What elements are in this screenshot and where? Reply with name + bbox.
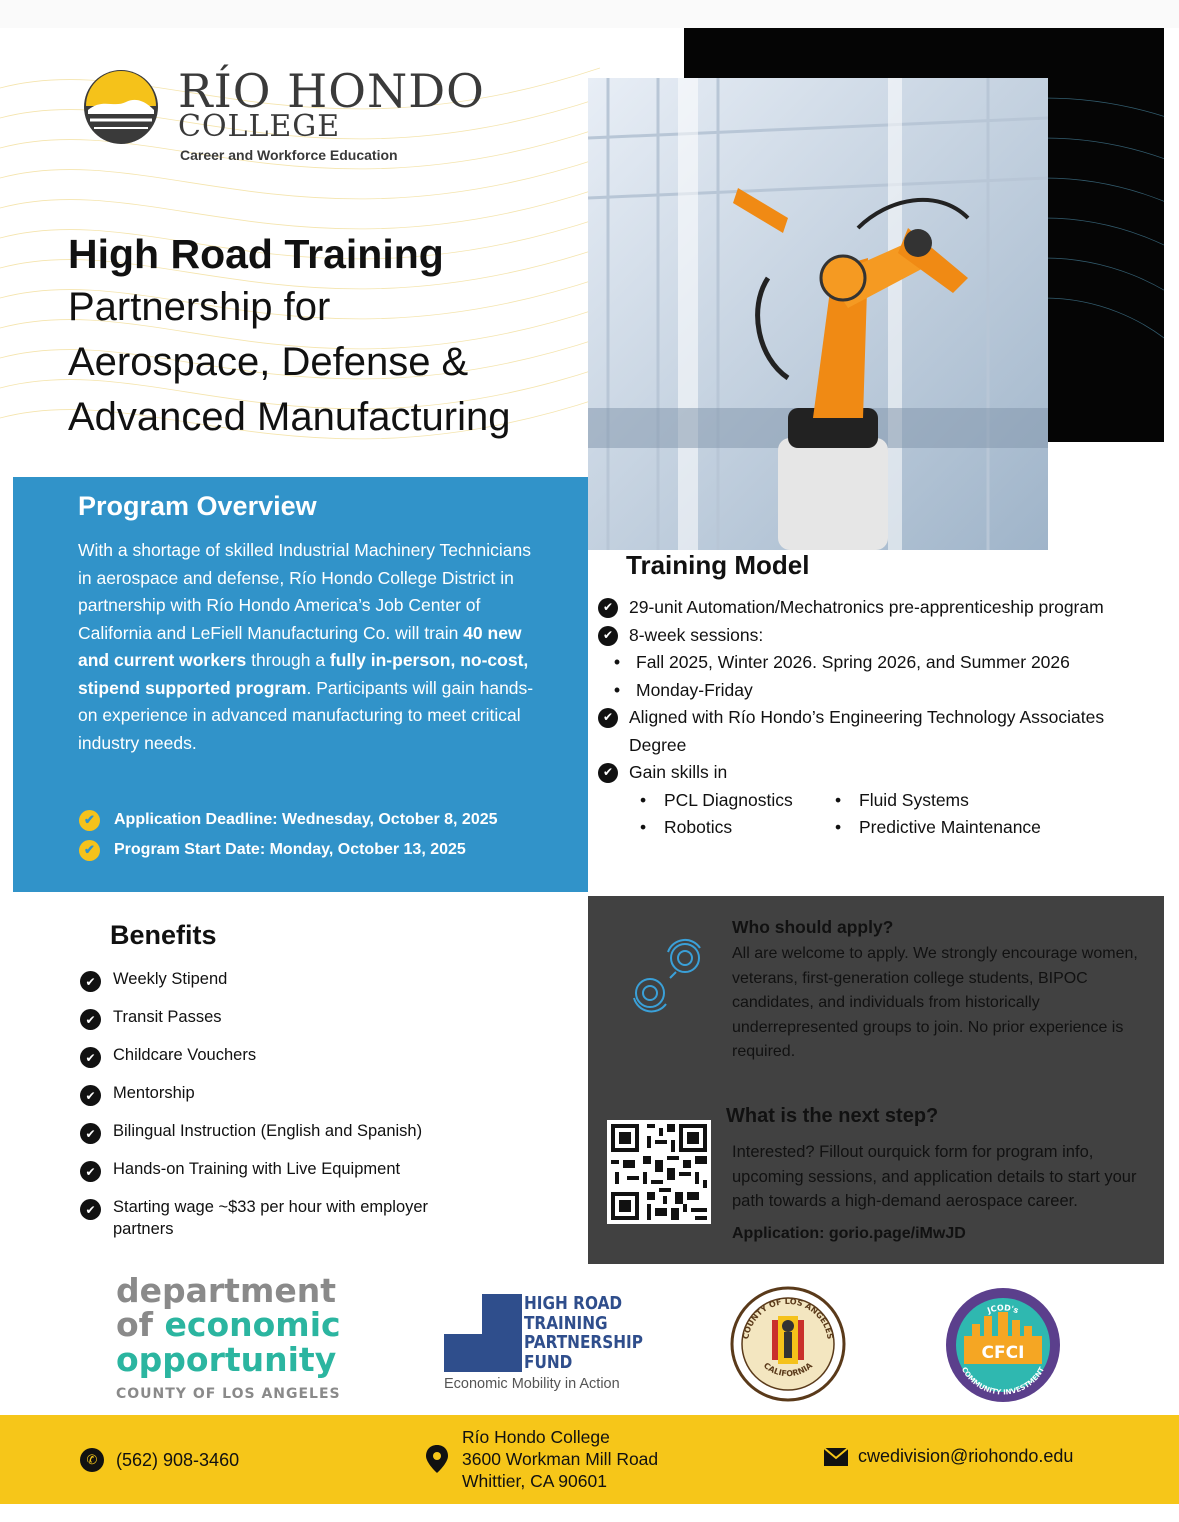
- sub-list-item: [598, 677, 1158, 705]
- check-circle-icon: ✔: [598, 626, 618, 646]
- overview-text-part: With a shortage of skilled Industrial Machinery Technicians in aerospace and defense, Río Hondo College District in partnership with Río Hondo America’s Job Center of California and LeFiell Manufacturing Co. will train: [78, 540, 531, 643]
- skill-item: [835, 814, 1095, 842]
- bullet-icon: •: [613, 652, 621, 672]
- overview-text-part: . Participants will gain hands-on experience in advanced manufacturing to meet critical industry needs.: [78, 677, 534, 753]
- hrtp-steps-icon: [444, 1294, 524, 1372]
- benefit-text: Transit Passes: [113, 1008, 222, 1026]
- training-model-list: [598, 594, 1158, 842]
- overview-text: [78, 537, 548, 757]
- gears-icon: [630, 938, 710, 1018]
- email-text: cwedivision@riohondo.edu: [858, 1446, 1074, 1466]
- overview-bold-part: fully in-person, no-cost, stipend supported program: [78, 650, 529, 698]
- hrtp-line: TRAINING: [524, 1312, 608, 1334]
- skill-item: [640, 814, 835, 842]
- robotic-arm-photo: [588, 78, 1048, 550]
- program-start-date: [79, 835, 498, 865]
- check-circle-icon: ✔: [80, 1009, 101, 1030]
- logo-name: RÍO HONDO: [178, 64, 485, 118]
- check-circle-icon: ✔: [80, 1199, 101, 1220]
- check-circle-icon: ✔: [80, 1047, 101, 1068]
- check-circle-icon: ✔: [80, 1085, 101, 1106]
- check-circle-icon: ✔: [80, 971, 101, 992]
- cfci-arc-text: COMMUNITY INVESTMENT: [959, 1365, 1047, 1397]
- logo-subtitle: Career and Workforce Education: [180, 147, 398, 163]
- check-circle-icon: ✔: [79, 810, 100, 831]
- check-circle-icon: ✔: [80, 1123, 101, 1144]
- rio-hondo-logo-icon: [82, 68, 160, 146]
- deo-line: [116, 1305, 356, 1344]
- check-circle-icon: ✔: [598, 708, 618, 728]
- list-item-text: Aligned with Río Hondo’s Engineering Technology Associates Degree: [629, 707, 1105, 755]
- hrtp-line: PARTNERSHIP: [524, 1332, 643, 1353]
- headline: [68, 228, 588, 445]
- cfci-label: CFCI: [981, 1343, 1025, 1363]
- deadline-text: Application Deadline: Wednesday, October 8, 2025: [114, 811, 498, 828]
- county-of-los-angeles-seal: [730, 1286, 846, 1402]
- overview-text-part: through a: [246, 650, 330, 670]
- training-model-title: Training Model: [626, 550, 810, 580]
- logo-college: COLLEGE: [178, 109, 341, 144]
- next-step-title: What is the next step?: [726, 1105, 939, 1127]
- hrtp-text: [524, 1294, 643, 1372]
- phone-icon: ✆: [80, 1448, 104, 1472]
- check-circle-icon: ✔: [80, 1161, 101, 1182]
- program-overview-panel: [13, 477, 588, 892]
- bullet-icon: •: [835, 789, 842, 810]
- headline-line: Advanced Manufacturing: [68, 395, 511, 439]
- headline-line: Aerospace, Defense &: [68, 340, 469, 384]
- sub-list-item-text: Monday-Friday: [636, 679, 753, 700]
- list-item: [598, 704, 1158, 759]
- hrtp-line: HIGH ROAD: [524, 1293, 623, 1314]
- hrtp-tagline: Economic Mobility in Action: [444, 1376, 620, 1392]
- benefit-item: [80, 1196, 500, 1240]
- address-line: Río Hondo College: [462, 1427, 610, 1447]
- skill-item: [640, 787, 835, 815]
- skill-text: Robotics: [664, 817, 733, 837]
- benefit-text: Weekly Stipend: [113, 970, 228, 988]
- address-block: [462, 1426, 658, 1492]
- who-should-apply-title: Who should apply?: [732, 917, 894, 937]
- overview-bold-part: 40 new and current workers: [78, 622, 522, 670]
- skills-grid: [598, 787, 1158, 842]
- cfci-logo: [944, 1286, 1062, 1404]
- address-line: Whittier, CA 90601: [462, 1471, 607, 1491]
- benefit-item: [80, 1158, 500, 1182]
- footer-bar: [0, 1415, 1179, 1504]
- cfci-top-text: JCOD's: [986, 1303, 1020, 1316]
- address-line: 3600 Workman Mill Road: [462, 1449, 659, 1469]
- headline-line: Partnership for: [68, 285, 331, 329]
- top-strip: [0, 0, 1179, 28]
- footer-email[interactable]: [824, 1446, 1073, 1467]
- sub-list-item: [598, 649, 1158, 677]
- benefit-text: Hands-on Training with Live Equipment: [113, 1160, 401, 1178]
- next-step-text: Interested? Fillout ourquick form for program info, upcoming sessions, and application details to start your path towards a high-demand aerospace career.: [732, 1143, 1137, 1210]
- benefit-item: [80, 1006, 500, 1030]
- qr-code-icon[interactable]: [607, 1120, 711, 1224]
- headline-bold: High Road Training: [68, 231, 444, 277]
- benefit-item: [80, 968, 500, 992]
- overview-dates: [79, 805, 498, 865]
- benefit-item: [80, 1120, 500, 1144]
- application-link[interactable]: Application: gorio.page/iMwJD: [732, 1225, 966, 1242]
- hrtp-line: FUND: [524, 1351, 573, 1373]
- benefit-text: Childcare Vouchers: [113, 1046, 257, 1064]
- check-circle-icon: ✔: [79, 840, 100, 861]
- bullet-icon: •: [640, 817, 647, 837]
- benefits-title: Benefits: [110, 920, 217, 950]
- deo-of: of: [116, 1305, 165, 1344]
- list-item: [598, 759, 1158, 787]
- high-road-partnership-fund-logo: [444, 1294, 664, 1404]
- skill-text: Predictive Maintenance: [859, 817, 1041, 837]
- bullet-icon: •: [835, 817, 842, 837]
- benefits-list: [80, 968, 500, 1254]
- start-date-text: Program Start Date: Monday, October 13, 2025: [114, 841, 466, 858]
- phone-text: (562) 908-3460: [116, 1449, 240, 1470]
- location-pin-icon: [426, 1445, 448, 1473]
- list-item-text: 29-unit Automation/Mechatronics pre-apprenticeship program: [629, 597, 1104, 617]
- deo-line: department: [116, 1271, 336, 1310]
- benefit-item: [80, 1082, 500, 1106]
- skill-item: [835, 787, 1095, 815]
- benefit-text: Mentorship: [113, 1084, 195, 1102]
- seal-top-text: COUNTY OF LOS ANGELES: [741, 1296, 835, 1340]
- department-of-economic-opportunity-logo: [116, 1271, 356, 1402]
- application-deadline: [79, 805, 498, 835]
- footer-address: [426, 1426, 658, 1492]
- list-item-text: Gain skills in: [629, 762, 728, 782]
- list-item-text: 8-week sessions:: [629, 624, 764, 645]
- overview-title: Program Overview: [78, 491, 317, 521]
- deo-line: opportunity: [116, 1340, 337, 1379]
- seal-bottom-text: CALIFORNIA: [761, 1360, 815, 1379]
- who-should-apply-text: All are welcome to apply. We strongly encourage women, veterans, first-generation college students, BIPOC candidates, and individuals from historically underrepresented groups to join. No prior experience is required.: [732, 945, 1138, 1060]
- list-item: [598, 622, 1158, 650]
- bullet-icon: •: [640, 789, 647, 810]
- sub-list-item-text: Fall 2025, Winter 2026. Spring 2026, and Summer 2026: [636, 652, 1070, 672]
- bullet-icon: •: [613, 679, 621, 700]
- benefit-item: [80, 1044, 500, 1068]
- skill-text: Fluid Systems: [859, 789, 969, 810]
- footer-phone[interactable]: [80, 1448, 239, 1472]
- list-item: [598, 594, 1158, 622]
- check-circle-icon: ✔: [598, 763, 618, 783]
- envelope-icon: [824, 1448, 848, 1466]
- deo-line: COUNTY OF LOS ANGELES: [116, 1386, 341, 1402]
- deo-economic: economic: [164, 1305, 341, 1344]
- benefit-text: Bilingual Instruction (English and Spanish): [113, 1122, 423, 1140]
- skill-text: PCL Diagnostics: [664, 789, 793, 810]
- check-circle-icon: ✔: [598, 598, 618, 618]
- benefit-text: Starting wage ~$33 per hour with employer partners: [113, 1198, 429, 1238]
